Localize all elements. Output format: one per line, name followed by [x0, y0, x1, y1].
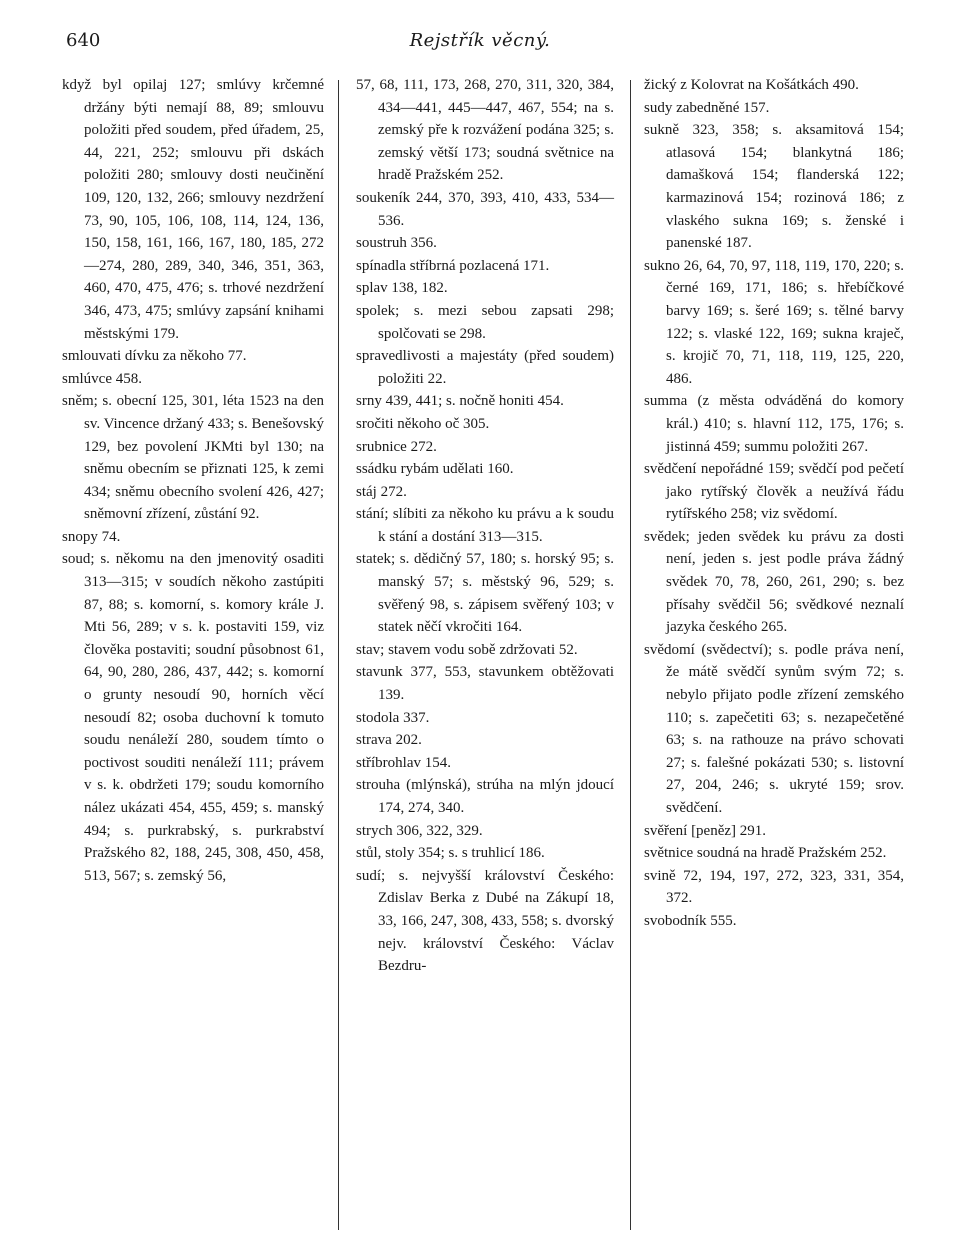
index-entry: statek; s. dědičný 57, 180; s. horský 95; s. manský 57; s. městský 96, 529; s. svěřený 98, s. zápisem svěřený 103; v statek něčí vkročiti 164.	[356, 551, 614, 636]
index-entry: žický z Kolovrat na Košátkách 490.	[644, 77, 859, 93]
index-entry: splav 138, 182.	[356, 280, 448, 297]
index-entry: snopy 74.	[62, 528, 121, 545]
index-entry: sněm; s. obecní 125, 301, léta 1523 na den sv. Vincence držaný 433; s. Benešovský 129, bez povolení JKMti byl 130; na sněmu obecním se přiznati 125, k zemi 434; sněmu obecního svolení 426, 427; sněmovní zřízení, zůstání 92.	[62, 393, 324, 523]
index-entry: stání; slíbiti za někoho ku právu a k soudu k stání a dostání 313—315.	[356, 506, 614, 545]
index-entry: soukeník 244, 370, 393, 410, 433, 534—536.	[356, 189, 614, 229]
index-entry: soud; s. někomu na den jmenovitý osaditi 313—315; v soudích někoho zastúpiti 87, 88; s. komorní, s. komory krále J. Mti 56, 289; v s. k. postaviti 159, viz člověka postaviti; soudní působnost 61, 64, 90, 280, 286, 437, 442; s. komorní o grunty nesoudí 90, horních věcí nesoudí 82; osoba duchovní k tomuto soudu nenáleží 280, soudem tímto o poctivost souditi nenáleží 111; právem v s. k. obdržeti 179; soudu komorního nález ukázati 454, 455, 459; s. manský 494; s. purkrabský, s. purkrabství Pražského 82, 188, 245, 308, 450, 458, 513, 567; s. zemský 56,	[62, 551, 324, 884]
column-divider	[338, 80, 339, 1230]
index-entry: ssádku rybám udělati 160.	[356, 461, 514, 478]
index-entry: strouha (mlýnská), strúha na mlýn jdoucí 174, 274, 340.	[356, 777, 614, 816]
index-entry: stodola 337.	[356, 709, 430, 726]
index-entry: srubnice 272.	[356, 438, 437, 455]
index-entry: svině 72, 194, 197, 272, 323, 331, 354, 372.	[644, 867, 904, 907]
index-column-2	[356, 74, 614, 978]
index-entry: svědčení nepořádné 159; svědčí pod pečetí jako rytířský člověk a neužívá řádu rytířského 258; viz svědomí.	[644, 461, 904, 523]
index-entry: když byl opilaj 127; smlúvy krčemné držány býti nemají 88, 89; smlouvu položiti před soudem, před úřadem, 25, 44, 221, 252; smlouvu při dskách položiti 280; smlouvy dosti neučinění 109, 120, 132, 266; smlouvy nezdržení 73, 90, 105, 106, 108, 114, 124, 136, 150, 158, 161, 166, 167, 180, 185, 272—274, 280, 289, 340, 346, 351, 363, 460, 470, 475, 476; s. trhové nezdržení 346, 473, 475; smlúvy zapsání knihami městskými 179.	[62, 77, 324, 342]
index-entry: sročiti někoho oč 305.	[356, 415, 490, 432]
page-header	[0, 0, 960, 60]
page-number: 640	[66, 30, 101, 51]
index-entry: stav; stavem vodu sobě zdržovati 52.	[356, 641, 578, 658]
index-entry: stavunk 377, 553, stavunkem obtěžovati 139.	[356, 664, 614, 704]
index-entry: svědek; jeden svědek ku právu za dosti není, jeden s. jest podle práva žádný svědek 70, 78, 260, 261, 290; s. bez přísahy svědčil 56; svědkové neznalí jazyka českého 265.	[644, 528, 904, 636]
index-entry: 57, 68, 111, 173, 268, 270, 311, 320, 384, 434—441, 445—447, 467, 554; na s. zemský pře k rozvážení podána 325; s. zemský větší 173; soudná světnice na hradě Pražském 252.	[356, 77, 614, 184]
index-entry: svěření [peněz] 291.	[644, 822, 767, 839]
index-entry: svědomí (svědectví); s. podle práva není, že mátě svědčí synům svým 72; s. nebylo přijato podle zřízení zemského 110; s. zapečetiti 63; s. nezapečetěné 63; s. na rathouze na právo schovati 27; s. falešné pokázati 530; s. listovní 27, 204, 246; s. ukryté 159; srov. svědčení.	[644, 641, 904, 816]
index-entry: srny 439, 441; s. nočně honiti 454.	[356, 393, 564, 410]
running-title: Rejstřík věcný.	[409, 30, 551, 51]
index-entry: stůl, stoly 354; s. s truhlicí 186.	[356, 845, 545, 862]
index-column-1	[62, 74, 324, 887]
index-entry: strava 202.	[356, 732, 422, 749]
index-entry: stříbrohlav 154.	[356, 754, 451, 771]
index-entry: spravedlivosti a majestáty (před soudem) položiti 22.	[356, 348, 614, 387]
index-entry: summa (z města odváděná do komory král.) 410; s. hlavní 112, 175, 176; s. jistinná 459; summu položiti 267.	[644, 393, 904, 455]
index-entry: sudí; s. nejvyšší království Českého: Zdislav Berka z Dubé na Zákupí 18, 33, 166, 247, 308, 433, 558; s. dvorský nejv. království Českého: Václav Bezdru-	[356, 867, 614, 975]
column-divider	[630, 80, 631, 1230]
index-entry: stáj 272.	[356, 483, 407, 500]
index-entry: svobodník 555.	[644, 912, 737, 929]
index-entry: světnice soudná na hradě Pražském 252.	[644, 845, 887, 862]
index-entry: soustruh 356.	[356, 235, 437, 252]
index-entry: smlouvati dívku za někoho 77.	[62, 348, 247, 365]
index-entry: sudy zabedněné 157.	[644, 99, 770, 116]
index-column-3	[644, 74, 904, 933]
index-entry: sukno 26, 64, 70, 97, 118, 119, 170, 220; s. černé 169, 171, 186; s. hřebíčkové barvy 169; s. šeré 169; s. tělné barvy 122; s. vlaské 122, 169; sukna kraječ, s. krojič 70, 71, 118, 119, 125, 220, 486.	[644, 257, 904, 387]
index-entry: spínadla stříbrná pozlacená 171.	[356, 257, 550, 274]
index-entry: smlúvce 458.	[62, 370, 142, 387]
index-entry: sukně 323, 358; s. aksamitová 154; atlasová 154; blankytná 186; damašková 154; flanderská 122; karmazinová 154; rozinová 186; z vlaského sukna 169; s. ženské i panenské 187.	[644, 122, 904, 252]
index-entry: strych 306, 322, 329.	[356, 822, 483, 839]
index-entry: spolek; s. mezi sebou zapsati 298; spolčovati se 298.	[356, 302, 614, 342]
